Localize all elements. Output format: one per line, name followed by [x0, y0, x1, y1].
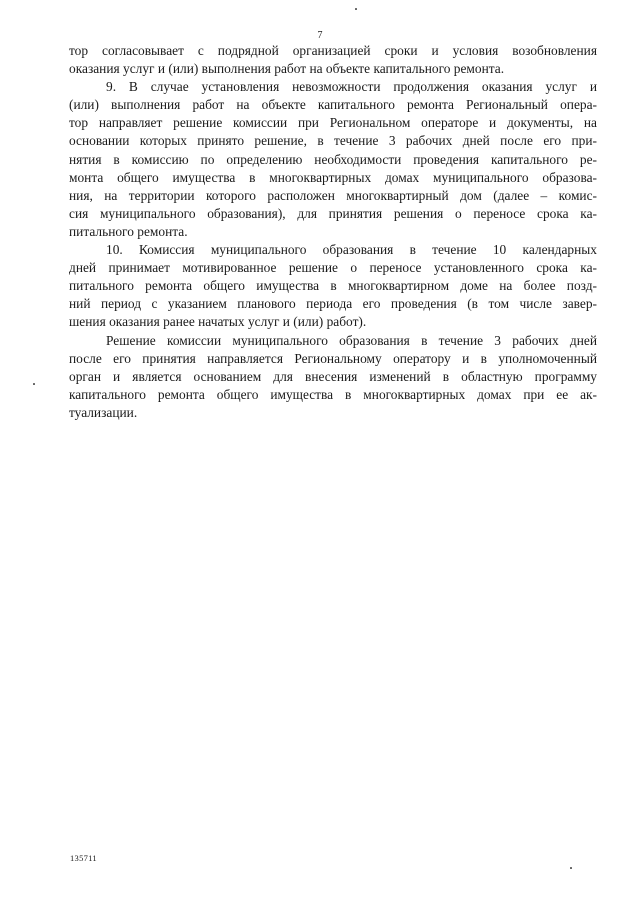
- text-line: тор направляет решение комиссии при Региональном операторе и документы, на: [69, 115, 597, 131]
- text-line: питального ремонта общего имущества в многоквартирном доме на более позд-: [69, 278, 597, 294]
- page-number: 7: [317, 30, 323, 41]
- text-line: шения оказания ранее начатых услуг и (или) работ).: [69, 314, 367, 330]
- text-line: сия муниципального образования), для принятия решения о переносе срока ка-: [69, 205, 597, 221]
- text-line: монта общего имущества в многоквартирных домах муниципального образова-: [69, 169, 597, 185]
- text-line: 10. Комиссия муниципального образования в течение 10 календарных: [106, 242, 597, 258]
- paragraph-decision: [69, 332, 597, 422]
- text-line: капитального ремонта общего имущества в многоквартирных домах при ее ак-: [69, 386, 597, 402]
- scan-speck: [570, 867, 572, 869]
- scan-speck: [355, 8, 357, 10]
- text-line: дней принимает мотивированное решение о переносе установленного срока ка-: [69, 260, 597, 276]
- text-line: туализации.: [69, 404, 138, 420]
- text-line: питального ремонта.: [69, 223, 188, 239]
- text-line: после его принятия направляется Региональному оператору и в уполномоченный: [69, 350, 597, 366]
- text-line: орган и является основанием для внесения изменений в областную программу: [69, 368, 597, 384]
- text-line: тор согласовывает с подрядной организацией сроки и условия возобновления: [69, 43, 597, 58]
- text-line: (или) выполнения работ на объекте капитального ремонта Региональный опера-: [69, 97, 597, 113]
- paragraph-continuation: [69, 42, 597, 78]
- scan-speck: [33, 383, 35, 385]
- text-line: ний период с указанием планового периода его проведения (в том числе завер-: [69, 296, 597, 312]
- document-body: [69, 42, 597, 422]
- text-line: нятия в комиссию по определению необходимости проведения капитального ре-: [69, 151, 597, 167]
- text-line: оказания услуг и (или) выполнения работ на объекте капитального ремонта.: [69, 61, 505, 77]
- document-code: 135711: [70, 853, 97, 863]
- text-line: ния, на территории которого расположен многоквартирный дом (далее – комис-: [69, 187, 597, 203]
- paragraph-item-9: [69, 78, 597, 241]
- text-line: основании которых принято решение, в течение 3 рабочих дней после его при-: [69, 133, 597, 149]
- text-line: 9. В случае установления невозможности продолжения оказания услуг и: [106, 79, 597, 95]
- paragraph-item-10: [69, 241, 597, 331]
- text-line: Решение комиссии муниципального образования в течение 3 рабочих дней: [106, 332, 597, 348]
